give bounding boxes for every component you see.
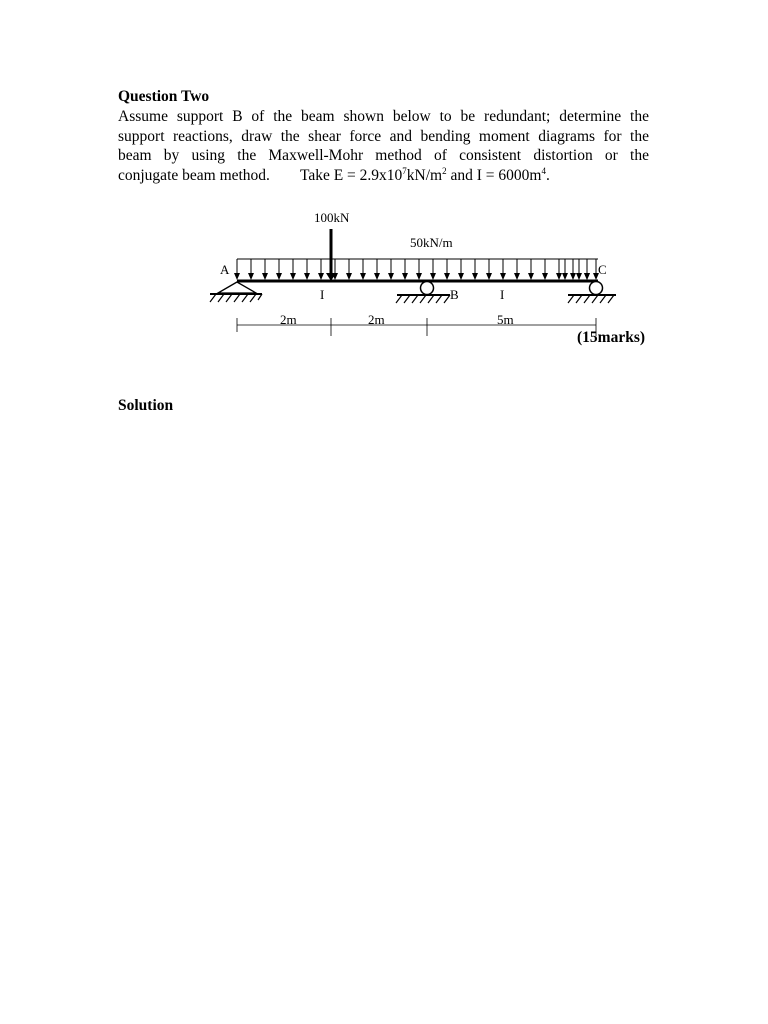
method-text: conjugate beam method. [118, 166, 270, 184]
udl-arrowhead [576, 273, 582, 280]
udl-arrowhead [472, 273, 478, 280]
udl-arrowhead [234, 273, 240, 280]
udl-arrowhead [430, 273, 436, 280]
udl-arrowhead [388, 273, 394, 280]
span-2-label: 2m [368, 312, 385, 327]
support-c-hatch [568, 295, 614, 303]
modulus-exponent: 7 [402, 165, 407, 176]
udl-arrows [234, 259, 599, 280]
udl-arrowhead [360, 273, 366, 280]
question-text [118, 107, 649, 185]
udl-arrowhead [276, 273, 282, 280]
udl-arrowhead [542, 273, 548, 280]
question-line-3: beam by using the Maxwell-Mohr method of consistent distortion or the [118, 147, 649, 164]
udl-arrowhead [486, 273, 492, 280]
modulus-unit: kN/m [406, 166, 443, 184]
question-line-2: support reactions, draw the shear force and bending moment diagrams for the [118, 127, 649, 145]
inertia-label-2: I [500, 287, 505, 302]
inertia-label-1: I [320, 287, 325, 302]
question-line-4 [118, 166, 649, 186]
question-title: Question Two [118, 88, 210, 105]
support-a-pin [218, 282, 256, 293]
udl-arrowhead [346, 273, 352, 280]
marks-label: (15marks) [577, 329, 646, 346]
inertia-text: and I = 6000m [446, 166, 542, 184]
span-3-label: 5m [497, 312, 514, 327]
udl-arrowhead [416, 273, 422, 280]
udl-arrowhead [318, 273, 324, 280]
support-b-label: B [450, 287, 459, 302]
udl-arrowhead [584, 273, 590, 280]
support-a-label: A [220, 262, 230, 277]
support-b-roller [421, 282, 434, 295]
udl-arrowhead [570, 273, 576, 280]
udl-arrowhead [402, 273, 408, 280]
udl-arrowhead [444, 273, 450, 280]
support-c-label: C [598, 262, 607, 277]
udl-label: 50kN/m [410, 235, 453, 250]
modulus-unit-exponent: 2 [442, 165, 447, 176]
udl-arrowhead [528, 273, 534, 280]
udl-arrowhead [290, 273, 296, 280]
point-load-label: 100kN [314, 210, 350, 225]
inertia-exponent: 4 [541, 165, 546, 176]
solution-heading: Solution [118, 397, 174, 414]
support-a-hatch [210, 294, 262, 302]
sentence-end: . [545, 166, 550, 184]
udl-arrowhead [374, 273, 380, 280]
udl-arrowhead [304, 273, 310, 280]
support-c-roller [590, 282, 603, 295]
udl-arrowhead [248, 273, 254, 280]
span-1-label: 2m [280, 312, 297, 327]
udl-arrowhead [458, 273, 464, 280]
udl-arrowhead [514, 273, 520, 280]
udl-arrowhead [562, 273, 568, 280]
question-line-1: Assume support B of the beam shown below to be redundant; determine the [118, 108, 649, 125]
support-b-hatch [396, 295, 450, 303]
udl-arrowhead [500, 273, 506, 280]
udl-arrowhead [262, 273, 268, 280]
modulus-text: Take E = 2.9x10 [299, 166, 403, 184]
udl-arrowhead [556, 273, 562, 280]
